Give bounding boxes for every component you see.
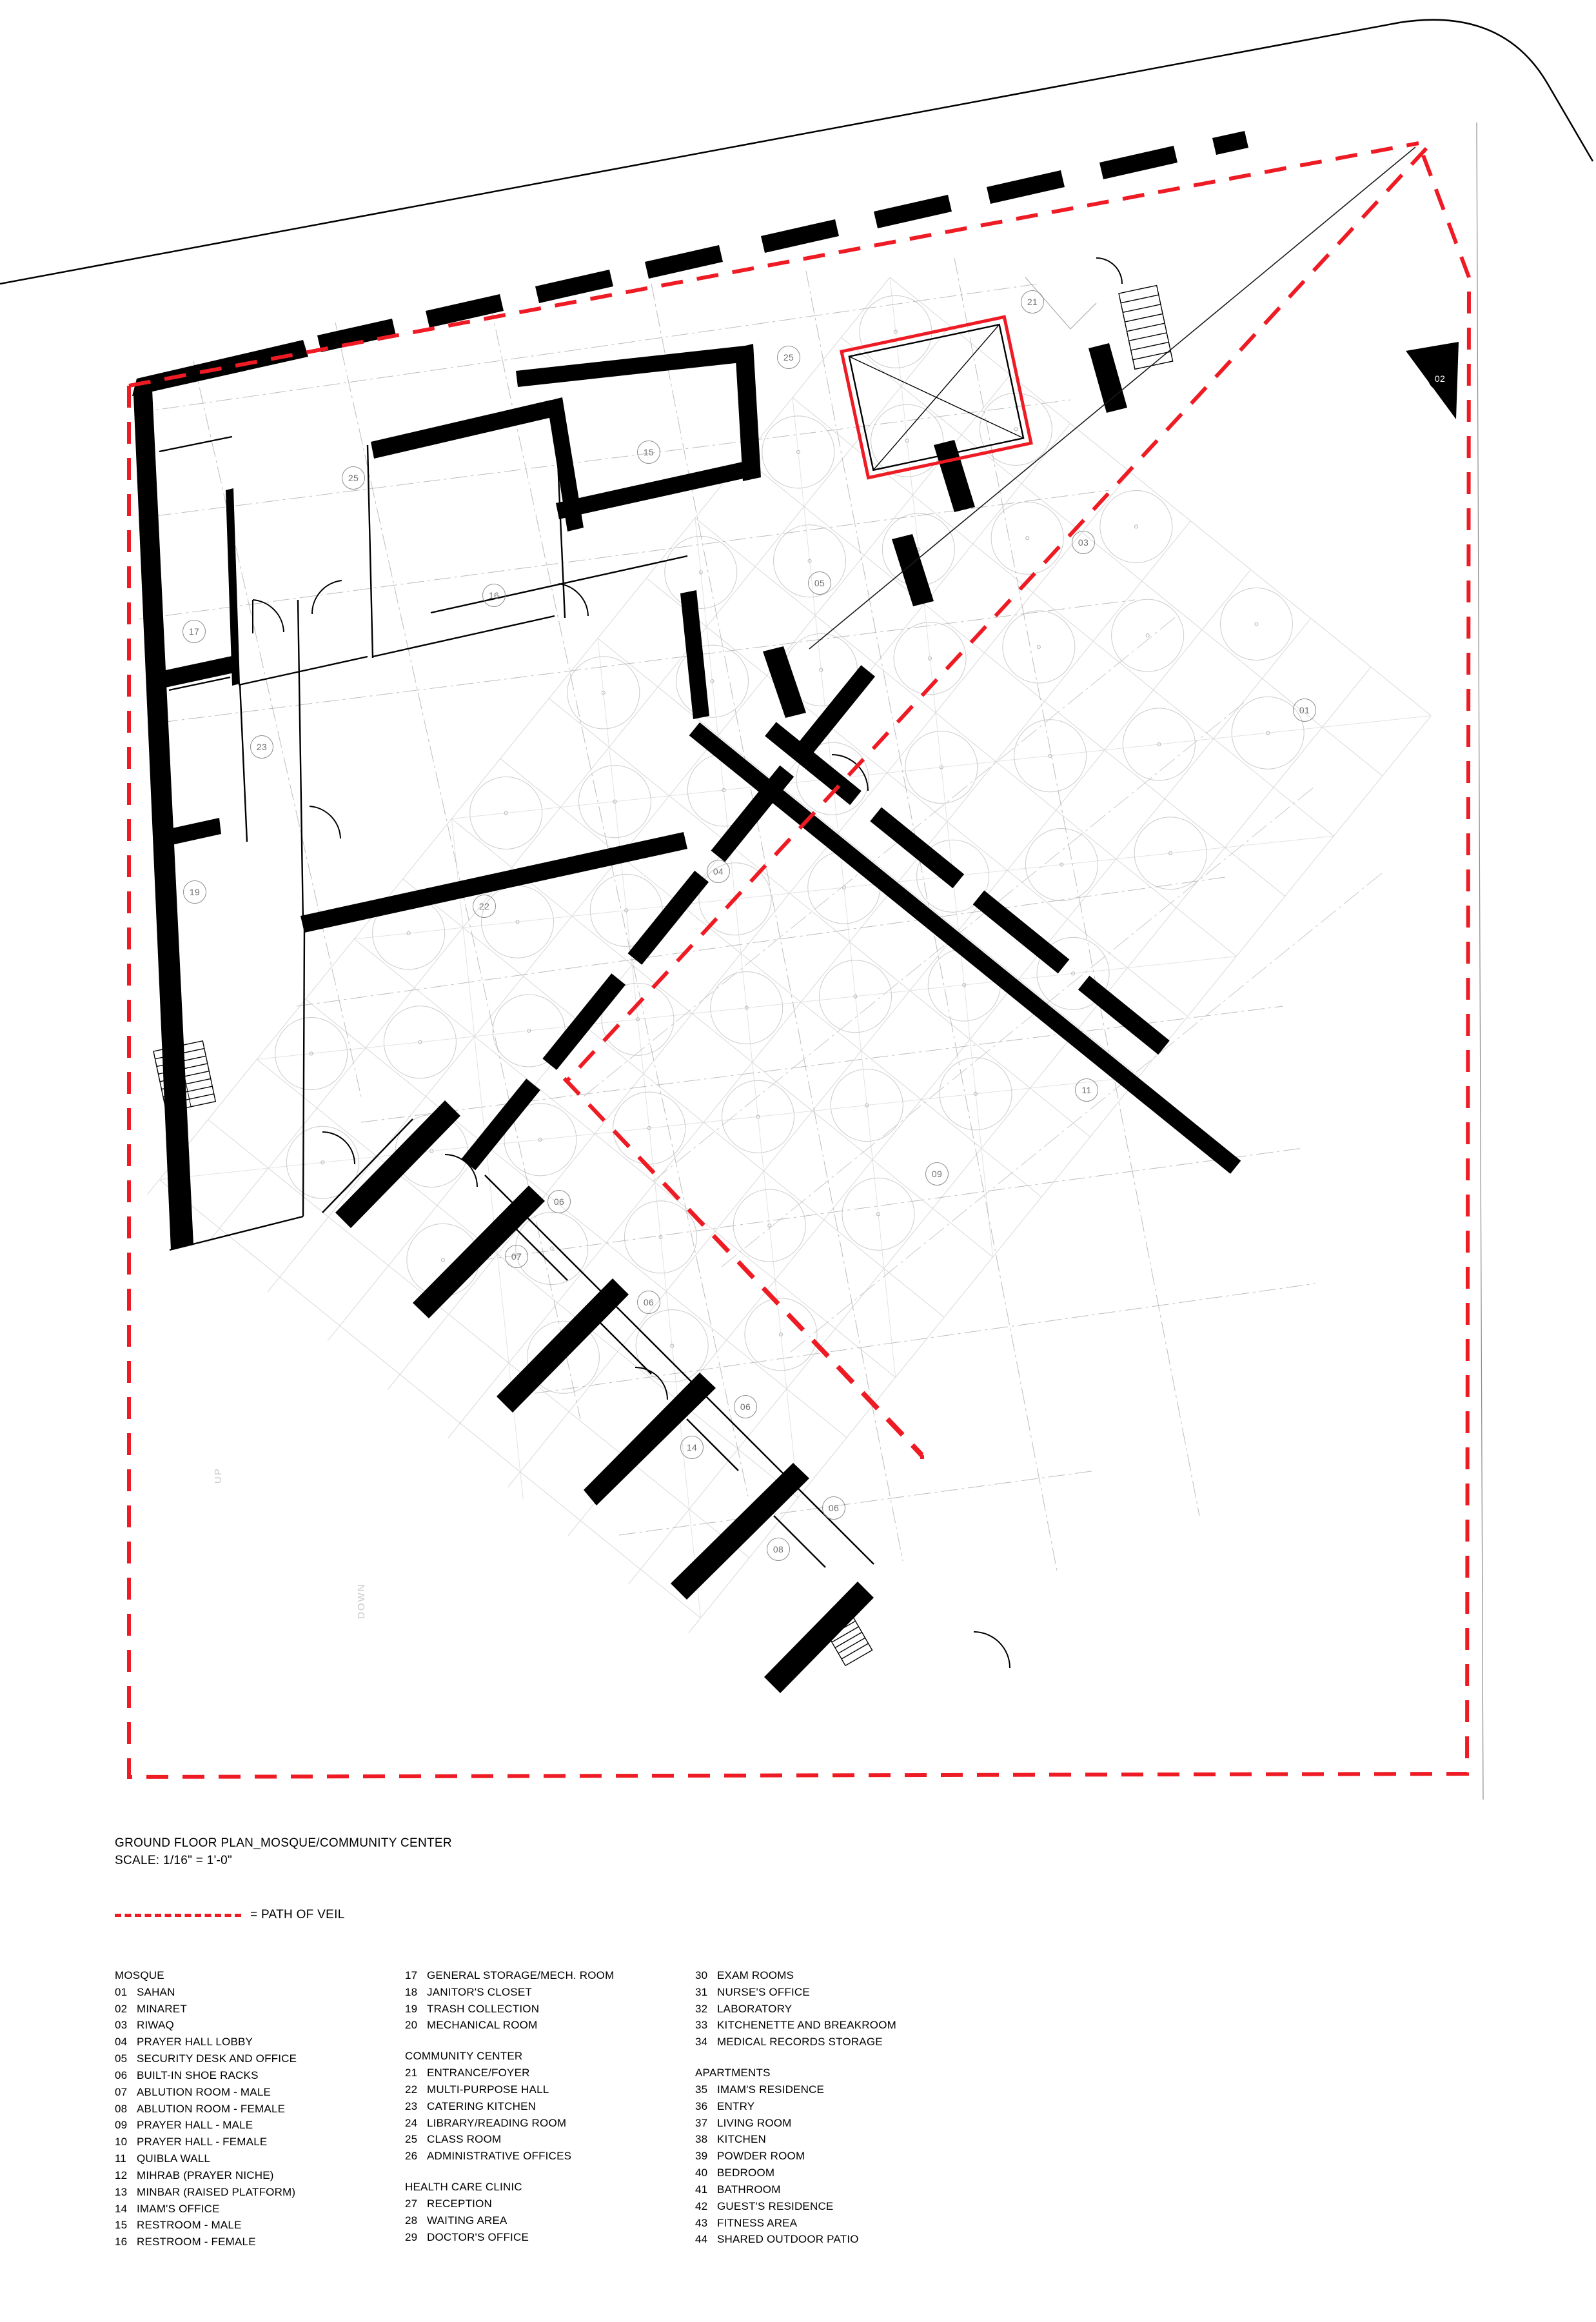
schedule-row-number: 26 xyxy=(405,2150,418,2163)
schedule-row-number: 22 xyxy=(405,2083,418,2096)
schedule-row-name: RIWAQ xyxy=(137,2019,174,2032)
schedule-row-number: 15 xyxy=(115,2219,128,2232)
schedule-row xyxy=(405,2148,695,2165)
schedule-row-number: 36 xyxy=(695,2099,708,2112)
schedule-row-number: 34 xyxy=(695,2036,708,2049)
schedule-row xyxy=(695,2198,966,2215)
schedule-row-name: GENERAL STORAGE/MECH. ROOM xyxy=(427,1969,615,1981)
schedule-row xyxy=(405,2115,695,2132)
schedule-row xyxy=(405,2196,695,2212)
schedule-row-name: RECEPTION xyxy=(427,2197,492,2210)
schedule-row xyxy=(405,2131,695,2148)
schedule-row xyxy=(115,2050,405,2067)
schedule-row-number: 33 xyxy=(695,2019,708,2032)
schedule-row xyxy=(115,2067,405,2084)
schedule-row-number: 32 xyxy=(695,2002,708,2015)
schedule-row xyxy=(695,2098,966,2115)
schedule-row-number: 35 xyxy=(695,2083,708,2096)
room-tag-23: 23 xyxy=(250,735,273,759)
schedule-row xyxy=(115,2101,405,2118)
schedule-row xyxy=(115,2167,405,2184)
schedule-row-name: NURSE'S OFFICE xyxy=(717,1985,810,1998)
schedule-row-name: LABORATORY xyxy=(717,2002,793,2015)
path-of-veil xyxy=(129,143,1469,1777)
entrance-pavilion xyxy=(842,317,1031,477)
schedule-row-name: GUEST'S RESIDENCE xyxy=(717,2199,834,2212)
schedule-row-number: 01 xyxy=(115,1985,128,1998)
schedule-row-name: PRAYER HALL LOBBY xyxy=(137,2036,253,2049)
schedule-row xyxy=(115,2184,405,2201)
schedule-row xyxy=(405,2229,695,2246)
schedule-row-number: 16 xyxy=(115,2236,128,2248)
schedule-row-number: 31 xyxy=(695,1985,708,1998)
veil-legend xyxy=(115,1908,345,1922)
schedule-row xyxy=(695,2181,966,2198)
schedule-row xyxy=(115,2134,405,2150)
schedule-row-name: IMAM'S OFFICE xyxy=(137,2202,220,2215)
schedule-row-name: KITCHEN xyxy=(717,2133,767,2146)
schedule-row-name: KITCHENETTE AND BREAKROOM xyxy=(717,2019,896,2032)
veil-legend-label: = PATH OF VEIL xyxy=(250,1908,345,1921)
room-tag-25: 25 xyxy=(777,346,800,369)
stair-label-up: UP xyxy=(213,1467,224,1484)
schedule-row-number: 04 xyxy=(115,2036,128,2049)
schedule-row xyxy=(695,1984,966,2001)
schedule-row-name: MEDICAL RECORDS STORAGE xyxy=(717,2036,883,2049)
schedule-row-number: 39 xyxy=(695,2150,708,2163)
schedule-row-name: ADMINISTRATIVE OFFICES xyxy=(427,2150,572,2163)
schedule-row-number: 12 xyxy=(115,2168,128,2181)
schedule-row xyxy=(405,2017,695,2034)
schedule-row xyxy=(115,2201,405,2218)
schedule-row-name: BUILT-IN SHOE RACKS xyxy=(137,2069,259,2081)
schedule-row-number: 43 xyxy=(695,2216,708,2229)
schedule-row-name: RESTROOM - MALE xyxy=(137,2219,242,2232)
schedule-row-name: CLASS ROOM xyxy=(427,2133,502,2146)
schedule-row xyxy=(405,2212,695,2229)
schedule-row xyxy=(695,2231,966,2248)
schedule-row-name: PRAYER HALL - FEMALE xyxy=(137,2136,268,2148)
schedule-row xyxy=(115,2034,405,2050)
schedule-row-name: FITNESS AREA xyxy=(717,2216,798,2229)
schedule-row xyxy=(115,2234,405,2250)
room-tag-11: 11 xyxy=(1075,1078,1098,1102)
drawing-title: GROUND FLOOR PLAN_MOSQUE/COMMUNITY CENTER xyxy=(115,1836,452,1850)
schedule-row xyxy=(405,1984,695,2001)
schedule-row-number: 11 xyxy=(115,2152,127,2165)
schedule-row-name: ABLUTION ROOM - FEMALE xyxy=(137,2102,286,2115)
room-tag-03: 03 xyxy=(1072,531,1095,554)
schedule-row xyxy=(405,1967,695,1984)
schedule-row-number: 05 xyxy=(115,2052,128,2065)
room-tag-04: 04 xyxy=(707,860,730,883)
schedule-row-number: 37 xyxy=(695,2116,708,2129)
schedule-row-number: 44 xyxy=(695,2233,708,2246)
room-tag-08: 08 xyxy=(767,1538,790,1561)
room-tag-06: 06 xyxy=(547,1190,571,1213)
schedule-row-number: 13 xyxy=(115,2185,128,2198)
room-tag-06: 06 xyxy=(822,1496,845,1520)
schedule-group-title: COMMUNITY CENTER xyxy=(405,2050,523,2063)
schedule-column-3 xyxy=(695,1967,966,2250)
schedule-row-name: RESTROOM - FEMALE xyxy=(137,2236,256,2248)
schedule-row-number: 03 xyxy=(115,2019,128,2032)
schedule-row-number: 08 xyxy=(115,2102,128,2115)
schedule-row-number: 42 xyxy=(695,2199,708,2212)
schedule-row-number: 17 xyxy=(405,1969,418,1981)
schedule-row-name: LIVING ROOM xyxy=(717,2116,792,2129)
schedule-group-title: HEALTH CARE CLINIC xyxy=(405,2181,522,2194)
room-tag-06: 06 xyxy=(734,1395,757,1418)
schedule-row-number: 24 xyxy=(405,2116,418,2129)
schedule-row xyxy=(695,2131,966,2148)
schedule-row-number: 02 xyxy=(115,2002,128,2015)
room-tag-14: 14 xyxy=(680,1436,704,1459)
schedule-row-name: ABLUTION ROOM - MALE xyxy=(137,2085,271,2098)
room-tag-19: 19 xyxy=(183,880,206,904)
schedule-row xyxy=(695,2017,966,2034)
schedule-row xyxy=(695,2081,966,2098)
schedule-row-name: DOCTOR'S OFFICE xyxy=(427,2230,529,2243)
schedule-row-number: 30 xyxy=(695,1969,708,1981)
stair-northeast xyxy=(1119,286,1173,370)
room-tag-21: 21 xyxy=(1021,290,1044,313)
room-tag-09: 09 xyxy=(925,1162,949,1186)
schedule-row-number: 41 xyxy=(695,2183,708,2196)
schedule-row-number: 21 xyxy=(405,2067,418,2079)
schedule-row xyxy=(405,2081,695,2098)
room-tag-01: 01 xyxy=(1293,699,1316,722)
schedule-row-number: 29 xyxy=(405,2230,418,2243)
veil-dash-swatch xyxy=(115,1914,241,1917)
schedule-row-name: BEDROOM xyxy=(717,2167,775,2179)
schedule-row xyxy=(405,2098,695,2115)
schedule-column-2 xyxy=(405,1967,695,2250)
schedule-row-number: 09 xyxy=(115,2119,128,2132)
schedule-row-name: LIBRARY/READING ROOM xyxy=(427,2116,567,2129)
schedule-row xyxy=(695,1967,966,1984)
schedule-row xyxy=(695,2215,966,2232)
schedule-row-number: 28 xyxy=(405,2214,418,2227)
room-tag-17: 17 xyxy=(182,620,206,643)
schedule-row-name: SECURITY DESK AND OFFICE xyxy=(137,2052,297,2065)
schedule-row-name: TRASH COLLECTION xyxy=(427,2002,540,2015)
schedule-row-name: MINBAR (RAISED PLATFORM) xyxy=(137,2185,296,2198)
schedule-row xyxy=(115,2001,405,2018)
schedule-row xyxy=(115,1984,405,2001)
room-tag-15: 15 xyxy=(637,441,660,464)
room-tag-05: 05 xyxy=(808,571,831,595)
schedule-row xyxy=(115,2117,405,2134)
schedule-row-number: 25 xyxy=(405,2133,418,2146)
title-block xyxy=(115,1835,824,1870)
stair-label-down: DOWN xyxy=(356,1583,367,1619)
schedule-row xyxy=(115,2150,405,2167)
schedule-row-number: 38 xyxy=(695,2133,708,2146)
schedule-row-name: CATERING KITCHEN xyxy=(427,2099,537,2112)
schedule-row-number: 07 xyxy=(115,2085,128,2098)
schedule-row-number: 23 xyxy=(405,2099,418,2112)
schedule-row xyxy=(115,2084,405,2101)
sahan-paving-grid xyxy=(147,277,1431,1633)
schedule-row-number: 10 xyxy=(115,2136,128,2148)
schedule-row xyxy=(115,2217,405,2234)
schedule-row xyxy=(405,2065,695,2081)
schedule-row-name: MINARET xyxy=(137,2002,187,2015)
schedule-row-name: MULTI-PURPOSE HALL xyxy=(427,2083,549,2096)
schedule-row-number: 14 xyxy=(115,2202,128,2215)
room-schedule xyxy=(115,1967,1147,2250)
room-tag-25: 25 xyxy=(342,466,365,490)
schedule-row-number: 27 xyxy=(405,2197,418,2210)
room-tag-06: 06 xyxy=(637,1291,660,1314)
schedule-row-name: MECHANICAL ROOM xyxy=(427,2019,538,2032)
schedule-row xyxy=(695,2034,966,2050)
schedule-row-number: 40 xyxy=(695,2167,708,2179)
schedule-row xyxy=(695,2115,966,2132)
schedule-row-name: ENTRANCE/FOYER xyxy=(427,2067,530,2079)
schedule-row-name: PRAYER HALL - MALE xyxy=(137,2119,253,2132)
schedule-row-name: BATHROOM xyxy=(717,2183,781,2196)
drawing-scale: SCALE: 1/16" = 1'-0" xyxy=(115,1853,233,1867)
schedule-row-name: SAHAN xyxy=(137,1985,175,1998)
schedule-column-1 xyxy=(115,1967,405,2250)
schedule-group-title: APARTMENTS xyxy=(695,2067,771,2079)
schedule-row-name: EXAM ROOMS xyxy=(717,1969,794,1981)
room-tag-02: 02 xyxy=(1428,367,1452,390)
schedule-row xyxy=(115,2017,405,2034)
schedule-row xyxy=(695,2148,966,2165)
schedule-row-number: 20 xyxy=(405,2019,418,2032)
schedule-group-title: MOSQUE xyxy=(115,1969,164,1981)
schedule-row-name: POWDER ROOM xyxy=(717,2150,805,2163)
schedule-row xyxy=(695,2165,966,2181)
room-tag-16: 16 xyxy=(482,584,506,607)
schedule-row-name: MIHRAB (PRAYER NICHE) xyxy=(137,2168,274,2181)
schedule-row-name: QUIBLA WALL xyxy=(137,2152,211,2165)
room-tag-07: 07 xyxy=(505,1245,528,1268)
schedule-row-name: WAITING AREA xyxy=(427,2214,507,2227)
schedule-row-number: 18 xyxy=(405,1985,418,1998)
schedule-row-number: 06 xyxy=(115,2069,128,2081)
schedule-row xyxy=(695,2001,966,2018)
schedule-row-name: ENTRY xyxy=(717,2099,755,2112)
room-tag-22: 22 xyxy=(473,895,496,918)
schedule-row xyxy=(405,2001,695,2018)
schedule-row-name: JANITOR'S CLOSET xyxy=(427,1985,532,1998)
schedule-row-name: IMAM'S RESIDENCE xyxy=(717,2083,825,2096)
schedule-row-name: SHARED OUTDOOR PATIO xyxy=(717,2233,859,2246)
schedule-row-number: 19 xyxy=(405,2002,418,2015)
